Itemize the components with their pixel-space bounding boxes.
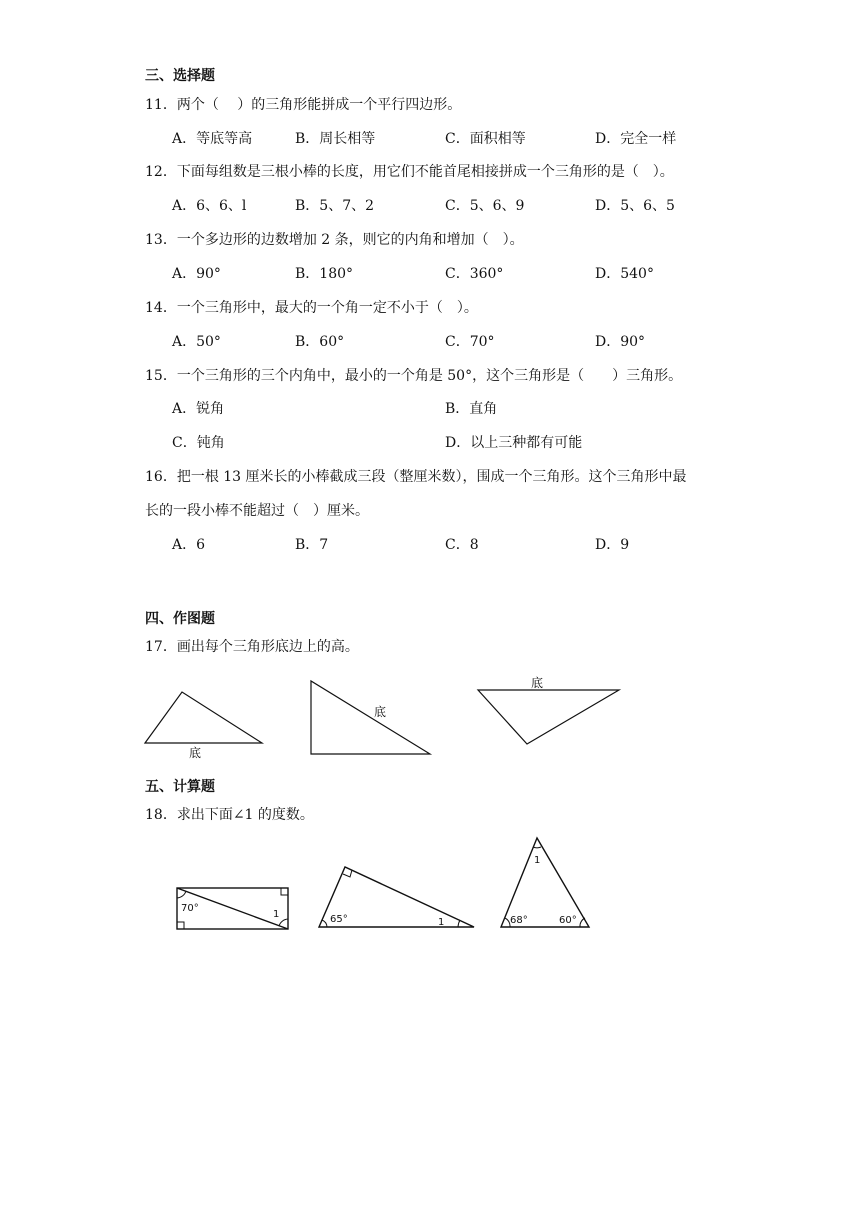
q16-option-a[interactable]: A．6 [172, 537, 206, 553]
q11-option-b[interactable]: B．周长相等 [295, 131, 376, 147]
q16-option-c[interactable]: C．8 [445, 537, 479, 553]
q12-option-c[interactable]: C．5、6、9 [445, 198, 525, 214]
q17-triangle-2 [311, 681, 430, 754]
q14-option-d[interactable]: D．90° [595, 334, 646, 350]
q11-option-a[interactable]: A．等底等高 [172, 131, 253, 147]
q15-text: 15．一个三角形的三个内角中，最小的一个角是 50°，这个三角形是（ ）三角形。 [145, 368, 683, 384]
q15-option-c[interactable]: C．钝角 [172, 435, 225, 451]
q16-option-d[interactable]: D．9 [595, 537, 630, 553]
q18-fig3-angle-60: 60° [559, 915, 577, 926]
q17-base-label-3: 底 [531, 676, 544, 690]
q16-text-line1: 16．把一根 13 厘米长的小棒截成三段（整厘米数），围成一个三角形。这个三角形中最 [145, 469, 687, 485]
q14-option-a[interactable]: A．50° [172, 334, 221, 350]
q18-fig2-angle-65: 65° [330, 914, 348, 925]
q14-option-c[interactable]: C．70° [445, 334, 495, 350]
q13-option-c[interactable]: C．360° [445, 266, 504, 282]
q15-option-b[interactable]: B．直角 [445, 401, 498, 417]
q18-fig1-angle-70: 70° [181, 903, 199, 914]
q18-fig1-angle-1: 1 [273, 909, 280, 920]
q17-text: 17．画出每个三角形底边上的高。 [145, 639, 359, 655]
q13-option-a[interactable]: A．90° [172, 266, 221, 282]
q14-text: 14．一个三角形中，最大的一个角一定不小于（ ）。 [145, 300, 478, 316]
q11-option-d[interactable]: D．完全一样 [595, 131, 677, 147]
q14-option-b[interactable]: B．60° [295, 334, 345, 350]
q18-fig3-angle-1: 1 [534, 855, 541, 866]
q16-option-b[interactable]: B．7 [295, 537, 329, 553]
section3-title: 三、选择题 [145, 68, 215, 84]
q15-option-d[interactable]: D．以上三种都有可能 [445, 435, 583, 451]
q12-option-b[interactable]: B．5、7、2 [295, 198, 375, 214]
q11-text: 11．两个（ ）的三角形能拼成一个平行四边形。 [145, 97, 462, 113]
q12-text: 12．下面每组数是三根小棒的长度，用它们不能首尾相接拼成一个三角形的是（ ）。 [145, 164, 674, 180]
q18-triangle [501, 838, 589, 927]
q18-text: 18．求出下面∠1 的度数。 [145, 807, 314, 823]
q13-option-b[interactable]: B．180° [295, 266, 354, 282]
section5-title: 五、计算题 [145, 779, 215, 795]
q17-base-label-1: 底 [189, 746, 202, 760]
q15-option-a[interactable]: A．锐角 [172, 401, 225, 417]
q13-option-d[interactable]: D．540° [595, 266, 654, 282]
q17-triangle-1 [145, 692, 262, 743]
q13-text: 13．一个多边形的边数增加 2 条，则它的内角和增加（ ）。 [145, 232, 524, 248]
section4-title: 四、作图题 [145, 611, 215, 627]
q12-option-d[interactable]: D．5、6、5 [595, 198, 675, 214]
q18-fig3-angle-68: 68° [510, 915, 528, 926]
q12-option-a[interactable]: A．6、6、l [172, 198, 247, 214]
q17-triangle-3 [478, 690, 619, 744]
q18-fig2-angle-1: 1 [438, 917, 445, 928]
q16-text-line2: 长的一段小棒不能超过（ ）厘米。 [145, 503, 369, 519]
q17-base-label-2: 底 [374, 705, 387, 719]
q11-option-c[interactable]: C．面积相等 [445, 131, 526, 147]
